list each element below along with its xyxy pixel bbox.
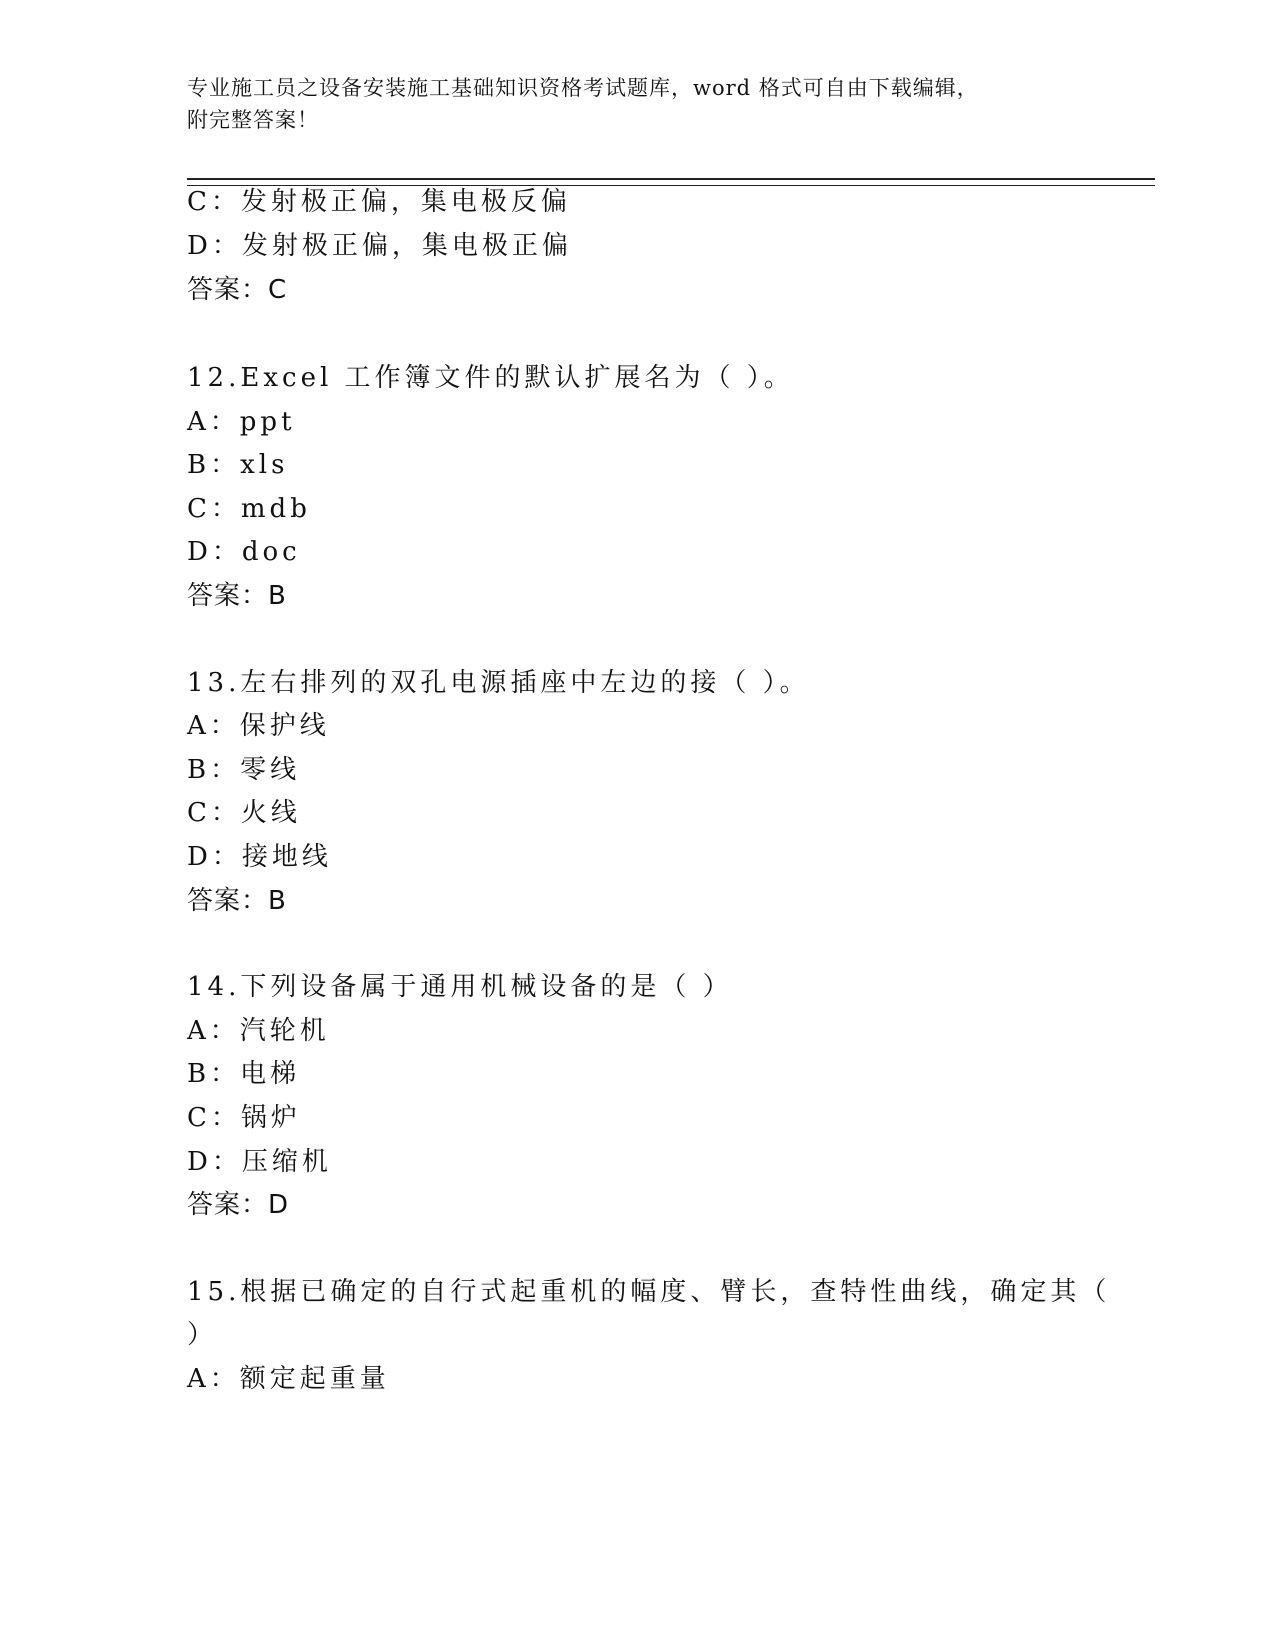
option-line bbox=[187, 1013, 330, 1049]
option-text: 发射极正偏，集电极反偏 bbox=[240, 187, 571, 217]
option-text: 保护线 bbox=[239, 711, 330, 741]
question-number: 14. bbox=[187, 972, 241, 1002]
question-number: 15. bbox=[187, 1277, 241, 1307]
option-text: doc bbox=[241, 537, 301, 567]
header-line-2: 附完整答案！ bbox=[187, 108, 319, 132]
option-line bbox=[187, 404, 296, 440]
option-line bbox=[187, 1361, 390, 1397]
option-label: A： bbox=[187, 711, 240, 741]
option-text: 火线 bbox=[240, 798, 301, 828]
option-text: 额定起重量 bbox=[239, 1364, 390, 1394]
header-line-1: 专业施工员之设备安装施工基础知识资格考试题库，word 格式可自由下载编辑， bbox=[187, 76, 979, 100]
option-line bbox=[187, 795, 301, 831]
option-label: B： bbox=[187, 755, 241, 785]
option-label: A： bbox=[187, 1364, 240, 1394]
option-label: C： bbox=[187, 798, 241, 828]
answer-line: 答案：C bbox=[187, 275, 288, 305]
question-text: 根据已确定的自行式起重机的幅度、臂长，查特性曲线，确定其（ bbox=[240, 1277, 1111, 1307]
option-text: 发射极正偏，集电极正偏 bbox=[241, 231, 572, 261]
document-header bbox=[187, 72, 1067, 136]
option-line bbox=[187, 1144, 332, 1180]
option-line bbox=[187, 491, 311, 527]
option-label: C： bbox=[187, 1103, 241, 1133]
question-text-continuation: ） bbox=[187, 1320, 218, 1350]
option-line bbox=[187, 1100, 301, 1136]
option-label: D： bbox=[187, 842, 242, 872]
option-label: C： bbox=[187, 187, 241, 217]
option-text: mdb bbox=[240, 494, 311, 524]
option-text: ppt bbox=[239, 407, 296, 437]
option-label: B： bbox=[187, 1059, 241, 1089]
question-text: 下列设备属于通用机械设备的是（ ） bbox=[240, 972, 733, 1002]
answer-line: 答案：D bbox=[187, 1190, 290, 1220]
option-text: 锅炉 bbox=[240, 1103, 301, 1133]
option-label: D： bbox=[187, 1147, 242, 1177]
option-text: 零线 bbox=[240, 755, 301, 785]
option-line bbox=[187, 752, 300, 788]
option-line bbox=[187, 708, 330, 744]
option-text: 接地线 bbox=[241, 842, 332, 872]
question-line bbox=[187, 969, 733, 1005]
question-line bbox=[187, 360, 794, 396]
question-text: 左右排列的双孔电源插座中左边的接（ ）。 bbox=[240, 668, 810, 698]
answer-line: 答案：B bbox=[187, 581, 287, 611]
option-line bbox=[187, 1056, 300, 1092]
option-line bbox=[187, 447, 288, 483]
option-label: D： bbox=[187, 537, 242, 567]
option-line bbox=[187, 534, 301, 570]
option-label: B： bbox=[187, 450, 241, 480]
answer-line: 答案：B bbox=[187, 886, 287, 916]
question-text: Excel 工作簿文件的默认扩展名为（ ）。 bbox=[240, 363, 794, 393]
option-text: xls bbox=[240, 450, 289, 480]
option-label: C： bbox=[187, 494, 241, 524]
question-number: 12. bbox=[187, 363, 241, 393]
question-line bbox=[187, 665, 810, 701]
question-line bbox=[187, 1274, 1110, 1310]
option-text: 汽轮机 bbox=[239, 1016, 330, 1046]
question-number: 13. bbox=[187, 668, 241, 698]
option-label: A： bbox=[187, 407, 240, 437]
option-text: 压缩机 bbox=[241, 1147, 332, 1177]
option-label: A： bbox=[187, 1016, 240, 1046]
option-text: 电梯 bbox=[240, 1059, 301, 1089]
option-label: D： bbox=[187, 231, 242, 261]
option-line bbox=[187, 839, 332, 875]
option-line bbox=[187, 184, 571, 220]
option-line bbox=[187, 228, 572, 264]
